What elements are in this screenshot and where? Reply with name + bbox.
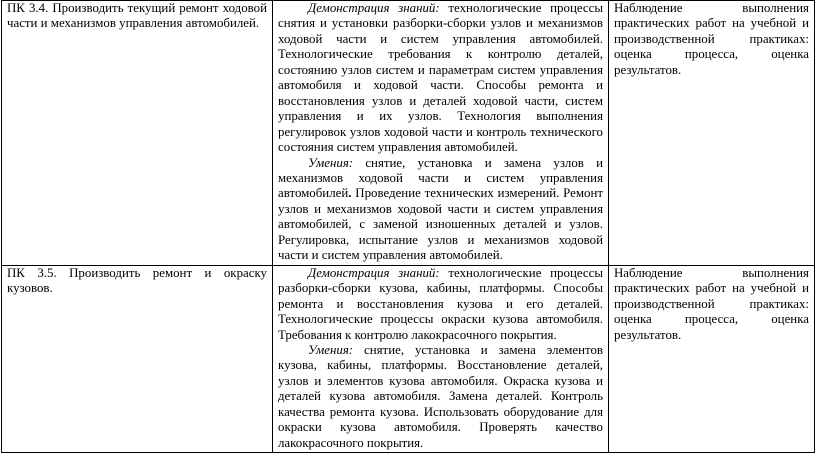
skills-label: Умения: [308,342,354,357]
table-row [2,1,815,266]
competency-cell [2,1,273,266]
assessment-text: Наблюдение выполнения практических работ на учебной и производственной практиках: оценка процесса, оценка результатов. [614,1,809,77]
skills-text: снятие, установка и замена узлов и механизмов ходовой части и систем управления автомобилей [278,155,603,201]
knowledge-label: Демонстрация знаний: [308,1,440,15]
competency-table [1,0,815,453]
knowledge-text: технологические процессы разборки-сборки кузова, кабины, платформы. Способы ремонта и восстановления кузова и его деталей. Технологические процессы окраски кузова автомобиля. Требования к контролю лакокрасочного покрытия. [278,265,603,342]
knowledge-text: технологические процессы снятия и установки разборки-сборки узлов и механизмов ходовой части и систем управления автомобилей. Технологические требования к контролю деталей, состоянию узлов систем и параметрам систем управления автомобиля и ходовой части. Способы ремонта и восстановления узлов и деталей ходовой части, систем управления и их узлов. Технология выполнения регулировок узлов ходовой части и контроль технического состояния систем управления автомобилей. [278,1,603,155]
knowledge-label: Демонстрация знаний: [308,265,440,280]
skills-paragraph [278,343,603,451]
skills-label: Умения: [308,155,354,170]
assessment-text: Наблюдение выполнения практических работ на учебной и производственной практиках: оценка процесса, оценка результатов. [614,265,809,342]
knowledge-paragraph [278,1,603,156]
skills-dot: . [348,186,352,201]
assessment-cell [609,265,815,452]
knowledge-paragraph [278,266,603,343]
skills-text-continued: Проведение технических измерений. Ремонт узлов и механизмов ходовой части и систем управления автомобилей, с заменой изношенных деталей и узлов. Регулировка, испытание узлов и механизмов ходовой части и систем управления автомобилей. [278,186,603,263]
results-cell [273,265,609,452]
skills-paragraph [278,156,603,264]
results-cell [273,1,609,266]
competency-cell [2,265,273,452]
competency-text: ПК 3.4. Производить текущий ремонт ходовой части и механизмов управления автомобилей. [7,1,267,31]
table-row [2,265,815,452]
skills-text: снятие, установка и замена элементов кузова, кабины, платформы. Восстановление деталей, узлов и элементов кузова автомобиля. Окраска кузова и деталей кузова автомобиля. Замена деталей. Контроль качества ремонта кузова. Использовать оборудование для окраски кузова автомобиля. Проверять качество лакокрасочного покрытия. [278,342,603,450]
competency-text: ПК 3.5. Производить ремонт и окраску кузовов. [7,265,267,296]
assessment-cell [609,1,815,266]
